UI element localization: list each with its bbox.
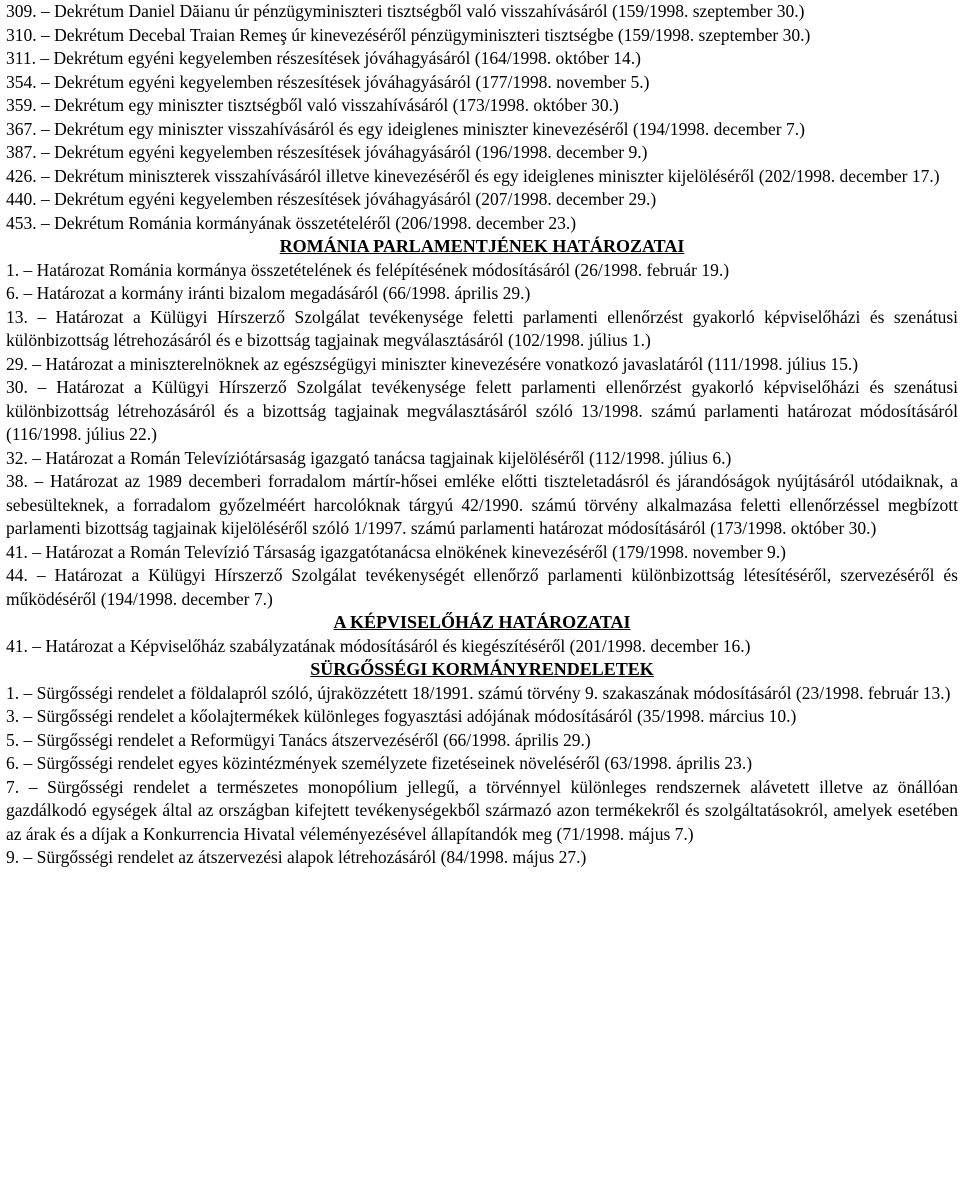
list-item: 38. – Határozat az 1989 decemberi forradalom mártír-hősei emléke előtti tiszteletadásról és járandóságok nyújtásáról utódaiknak, a sebesülteknek, a forradalom győzelméért harcolóknak tárgyú 42/1990. számú törvény alkalmazása feletti ellenőrzéssel megbízott parlamenti bizottság tagjainak kijelöléséről szóló 1/1997. számú parlamenti határozat módosításáról (173/1998. október 30.) — [6, 471, 958, 538]
list-item: 426. – Dekrétum miniszterek visszahívásáról illetve kinevezéséről és egy ideiglenes miniszter kijelöléséről (202/1998. december 17.) — [6, 165, 940, 186]
list-item: 5. – Sürgősségi rendelet a Reformügyi Tanács átszervezéséről (66/1998. április 29.) — [6, 729, 591, 750]
list-item: 41. – Határozat a Képviselőház szabályzatának módosításáról és kiegészítéséről (201/1998. december 16.) — [6, 635, 751, 656]
section-heading: A KÉPVISELŐHÁZ HATÁROZATAI — [333, 612, 631, 632]
list-item: 1. – Határozat Románia kormánya összetételének és felépítésének módosításáról (26/1998. február 19.) — [6, 259, 730, 280]
list-item: 13. – Határozat a Külügyi Hírszerző Szolgálat tevékenysége feletti parlamenti ellenőrzést gyakorló képviselőházi és szenátusi különbizottság létrehozásáról és e bizottság tagjainak megválasztásáról (102/1998. július 1.) — [6, 306, 958, 350]
list-item: 310. – Dekrétum Decebal Traian Remeş úr kinevezéséről pénzügyminiszteri tisztségbe (159/1998. szeptember 30.) — [6, 24, 811, 45]
list-item: 9. – Sürgősségi rendelet az átszervezési alapok létrehozásáról (84/1998. május 27.) — [6, 847, 587, 867]
list-item: 29. – Határozat a miniszterelnöknek az egészségügyi miniszter kinevezésére vonatkozó javaslatáról (111/1998. július 15.) — [6, 353, 859, 374]
list-item: 453. – Dekrétum Románia kormányának összetételéről (206/1998. december 23.) — [6, 212, 577, 233]
list-item: 309. – Dekrétum Daniel Dăianu úr pénzügyminiszteri tisztségből való visszahívásáról (159/1998. szeptember 30.) — [6, 1, 805, 21]
list-item: 440. – Dekrétum egyéni kegyelemben részesítések jóváhagyásáról (207/1998. december 29.) — [6, 189, 657, 209]
list-item: 359. – Dekrétum egy miniszter tisztségből való visszahívásáról (173/1998. október 30.) — [6, 95, 619, 115]
list-item: 6. – Sürgősségi rendelet egyes közintézmények személyzete fizetéseinek növeléséről (63/1998. április 23.) — [6, 753, 753, 773]
list-item: 6. – Határozat a kormány iránti bizalom megadásáról (66/1998. április 29.) — [6, 283, 531, 303]
list-item: 30. – Határozat a Külügyi Hírszerző Szolgálat tevékenysége felett parlamenti ellenőrzést gyakorló képviselőházi és szenátusi különbizottság létrehozásáról és a bizottság tagjainak megválasztásáról szóló 13/1998. számú parlamenti határozat módosításáról (116/1998. július 22.) — [6, 377, 958, 444]
list-item: 311. – Dekrétum egyéni kegyelemben részesítések jóváhagyásáról (164/1998. október 14.) — [6, 48, 641, 68]
list-item: 32. – Határozat a Román Televíziótársaság igazgató tanácsa tagjainak kijelöléséről (112/1998. július 6.) — [6, 447, 732, 468]
list-item: 387. – Dekrétum egyéni kegyelemben részesítések jóváhagyásáról (196/1998. december 9.) — [6, 142, 648, 162]
list-item: 41. – Határozat a Román Televízió Társaság igazgatótanácsa elnökének kinevezéséről (179/1998. november 9.) — [6, 541, 786, 562]
list-item: 354. – Dekrétum egyéni kegyelemben részesítések jóváhagyásáról (177/1998. november 5.) — [6, 71, 650, 92]
list-item: 1. – Sürgősségi rendelet a földalapról szóló, újraközzétett 18/1991. számú törvény 9. szakaszának módosításáról (23/1998. február 13.) — [6, 682, 951, 703]
list-item: 367. – Dekrétum egy miniszter visszahívásáról és egy ideiglenes miniszter kinevezéséről (194/1998. december 7.) — [6, 118, 805, 139]
list-item: 3. – Sürgősségi rendelet a kőolajtermékek különleges fogyasztási adójának módosításáról (35/1998. március 10.) — [6, 706, 797, 726]
section-heading: ROMÁNIA PARLAMENTJÉNEK HATÁROZATAI — [279, 236, 685, 256]
list-item: 7. – Sürgősségi rendelet a természetes monopólium jellegű, a törvénnyel különleges rendszernek alávetett illetve az önállóan gazdálkodó egységek által az országban kifejtett tevékenységekből származó azon termékekről és szolgáltatásokról, amelyek esetében az árak és a díjak a Konkurrencia Hivatal véleményezésével állapítandók meg (71/1998. május 7.) — [6, 776, 958, 844]
section-heading: SÜRGŐSSÉGI KORMÁNYRENDELETEK — [310, 659, 654, 679]
list-item: 44. – Határozat a Külügyi Hírszerző Szolgálat tevékenységét ellenőrző parlamenti különbizottság létesítéséről, szervezéséről és működéséről (194/1998. december 7.) — [6, 565, 958, 609]
